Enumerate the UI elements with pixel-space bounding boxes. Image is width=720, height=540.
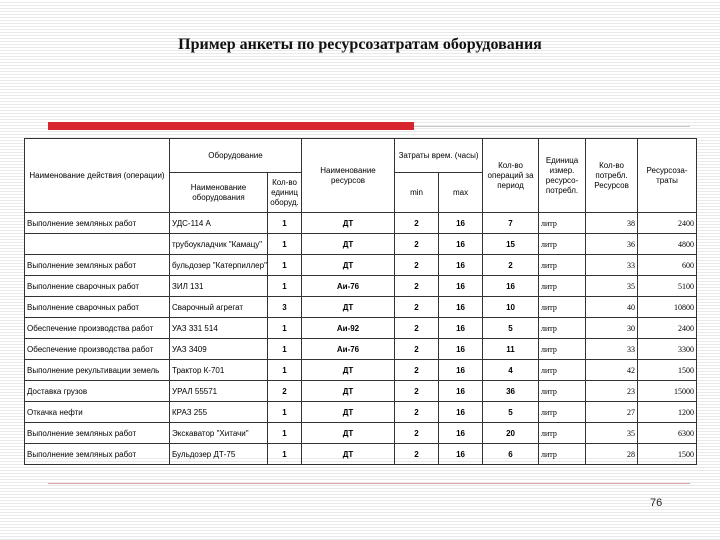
cell-resource-cost: 10800 [638, 297, 697, 318]
cell-equipment-count: 1 [268, 255, 302, 276]
cell-resource-cost: 2400 [638, 213, 697, 234]
cell-equipment-count: 1 [268, 213, 302, 234]
cell-unit: литр [539, 381, 586, 402]
cell-equipment: УАЗ 3409 [170, 339, 268, 360]
cell-resource-cost: 1200 [638, 402, 697, 423]
cell-equipment-count: 1 [268, 234, 302, 255]
cell-resource: ДТ [302, 381, 395, 402]
cell-equipment: ЗИЛ 131 [170, 276, 268, 297]
cell-resource: ДТ [302, 444, 395, 465]
cell-resource-cost: 600 [638, 255, 697, 276]
footer-divider-line [48, 483, 690, 484]
cell-time-min: 2 [395, 276, 439, 297]
table-row [25, 423, 697, 444]
cell-time-min: 2 [395, 360, 439, 381]
header-time-cost: Затраты врем. (часы) [395, 139, 483, 173]
cell-action: Выполнение сварочных работ [25, 276, 170, 297]
title-divider-line [414, 126, 690, 127]
cell-time-max: 16 [439, 318, 483, 339]
header-time-min: min [395, 173, 439, 213]
cell-action: Откачка нефти [25, 402, 170, 423]
cell-action: Выполнение рекультивации земель [25, 360, 170, 381]
cell-time-min: 2 [395, 297, 439, 318]
cell-unit: литр [539, 276, 586, 297]
resource-table-container [24, 138, 696, 458]
cell-ops-count: 15 [483, 234, 539, 255]
header-resource-name: Наименование ресурсов [302, 139, 395, 213]
cell-consumption: 23 [586, 381, 638, 402]
cell-unit: литр [539, 234, 586, 255]
cell-ops-count: 10 [483, 297, 539, 318]
table-row [25, 360, 697, 381]
cell-equipment-count: 1 [268, 444, 302, 465]
cell-time-min: 2 [395, 318, 439, 339]
slide-title: Пример анкеты по ресурсозатратам оборудования [178, 36, 542, 53]
cell-equipment-count: 1 [268, 276, 302, 297]
cell-time-min: 2 [395, 381, 439, 402]
cell-action: Доставка грузов [25, 381, 170, 402]
cell-unit: литр [539, 423, 586, 444]
cell-time-min: 2 [395, 213, 439, 234]
header-resource-cost: Ресурсоза-траты [638, 139, 697, 213]
cell-time-min: 2 [395, 339, 439, 360]
cell-action: Обеспечение производства работ [25, 318, 170, 339]
cell-time-max: 16 [439, 213, 483, 234]
cell-resource-cost: 2400 [638, 318, 697, 339]
cell-ops-count: 5 [483, 318, 539, 339]
table-row [25, 276, 697, 297]
cell-action: Выполнение земляных работ [25, 423, 170, 444]
cell-consumption: 35 [586, 276, 638, 297]
cell-unit: литр [539, 339, 586, 360]
cell-equipment-count: 3 [268, 297, 302, 318]
page-number: 76 [650, 497, 663, 509]
cell-resource: ДТ [302, 360, 395, 381]
cell-resource: ДТ [302, 234, 395, 255]
cell-ops-count: 5 [483, 402, 539, 423]
cell-unit: литр [539, 297, 586, 318]
table-row [25, 318, 697, 339]
cell-ops-count: 2 [483, 255, 539, 276]
cell-consumption: 38 [586, 213, 638, 234]
cell-resource-cost: 5100 [638, 276, 697, 297]
cell-equipment: УАЗ 331 514 [170, 318, 268, 339]
cell-equipment-count: 1 [268, 339, 302, 360]
cell-time-max: 16 [439, 276, 483, 297]
cell-time-min: 2 [395, 402, 439, 423]
cell-time-max: 16 [439, 255, 483, 276]
cell-consumption: 40 [586, 297, 638, 318]
cell-consumption: 35 [586, 423, 638, 444]
cell-time-min: 2 [395, 444, 439, 465]
cell-resource: Аи-76 [302, 339, 395, 360]
table-row [25, 255, 697, 276]
cell-unit: литр [539, 318, 586, 339]
resource-cost-table [24, 138, 697, 465]
cell-ops-count: 11 [483, 339, 539, 360]
cell-equipment: УРАЛ 55571 [170, 381, 268, 402]
cell-resource: ДТ [302, 213, 395, 234]
cell-consumption: 36 [586, 234, 638, 255]
header-equipment-name: Наименование оборудования [170, 173, 268, 213]
cell-action: Выполнение земляных работ [25, 213, 170, 234]
cell-equipment: бульдозер "Катерпиллер" [170, 255, 268, 276]
cell-equipment: Трактор К-701 [170, 360, 268, 381]
cell-equipment-count: 2 [268, 381, 302, 402]
cell-resource-cost: 1500 [638, 360, 697, 381]
cell-consumption: 42 [586, 360, 638, 381]
header-equipment: Оборудование [170, 139, 302, 173]
cell-ops-count: 6 [483, 444, 539, 465]
cell-action: Выполнение сварочных работ [25, 297, 170, 318]
cell-resource-cost: 6300 [638, 423, 697, 444]
header-equipment-count: Кол-во единиц оборуд. [268, 173, 302, 213]
header-action: Наименование действия (операции) [25, 139, 170, 213]
cell-time-max: 16 [439, 402, 483, 423]
cell-ops-count: 36 [483, 381, 539, 402]
table-row [25, 402, 697, 423]
header-ops-count: Кол-во операций за период [483, 139, 539, 213]
cell-consumption: 33 [586, 339, 638, 360]
header-consumption: Кол-во потребл. Ресурсов [586, 139, 638, 213]
cell-time-min: 2 [395, 255, 439, 276]
cell-time-max: 16 [439, 423, 483, 444]
cell-equipment: КРАЗ 255 [170, 402, 268, 423]
cell-consumption: 27 [586, 402, 638, 423]
cell-time-min: 2 [395, 234, 439, 255]
cell-resource-cost: 4800 [638, 234, 697, 255]
cell-equipment: Сварочный агрегат [170, 297, 268, 318]
cell-time-max: 16 [439, 234, 483, 255]
cell-consumption: 28 [586, 444, 638, 465]
cell-resource: ДТ [302, 402, 395, 423]
cell-ops-count: 4 [483, 360, 539, 381]
cell-time-min: 2 [395, 423, 439, 444]
cell-equipment-count: 1 [268, 423, 302, 444]
cell-time-max: 16 [439, 444, 483, 465]
cell-equipment: Бульдозер ДТ-75 [170, 444, 268, 465]
cell-equipment-count: 1 [268, 360, 302, 381]
cell-unit: литр [539, 402, 586, 423]
cell-time-max: 16 [439, 360, 483, 381]
table-body [25, 213, 697, 465]
cell-unit: литр [539, 444, 586, 465]
cell-unit: литр [539, 360, 586, 381]
cell-equipment-count: 1 [268, 402, 302, 423]
cell-consumption: 30 [586, 318, 638, 339]
cell-resource-cost: 3300 [638, 339, 697, 360]
header-unit: Единица измер. ресурсо-потребл. [539, 139, 586, 213]
title-accent-bar [48, 122, 414, 130]
cell-resource-cost: 15000 [638, 381, 697, 402]
cell-equipment: УДС-114 А [170, 213, 268, 234]
table-row [25, 297, 697, 318]
cell-time-max: 16 [439, 339, 483, 360]
table-row [25, 339, 697, 360]
cell-ops-count: 20 [483, 423, 539, 444]
cell-resource-cost: 1500 [638, 444, 697, 465]
cell-unit: литр [539, 213, 586, 234]
cell-equipment: трубоукладчик "Камацу" [170, 234, 268, 255]
cell-unit: литр [539, 255, 586, 276]
table-row [25, 381, 697, 402]
cell-consumption: 33 [586, 255, 638, 276]
cell-ops-count: 7 [483, 213, 539, 234]
table-row [25, 234, 697, 255]
cell-action [25, 234, 170, 255]
cell-time-max: 16 [439, 381, 483, 402]
cell-action: Выполнение земляных работ [25, 444, 170, 465]
cell-resource: Аи-76 [302, 276, 395, 297]
cell-resource: ДТ [302, 255, 395, 276]
header-time-max: max [439, 173, 483, 213]
table-row [25, 213, 697, 234]
table-row [25, 444, 697, 465]
cell-resource: ДТ [302, 423, 395, 444]
cell-action: Выполнение земляных работ [25, 255, 170, 276]
cell-resource: Аи-92 [302, 318, 395, 339]
cell-time-max: 16 [439, 297, 483, 318]
cell-equipment: Экскаватор "Хитачи" [170, 423, 268, 444]
cell-equipment-count: 1 [268, 318, 302, 339]
cell-action: Обеспечение производства работ [25, 339, 170, 360]
cell-resource: ДТ [302, 297, 395, 318]
cell-ops-count: 16 [483, 276, 539, 297]
